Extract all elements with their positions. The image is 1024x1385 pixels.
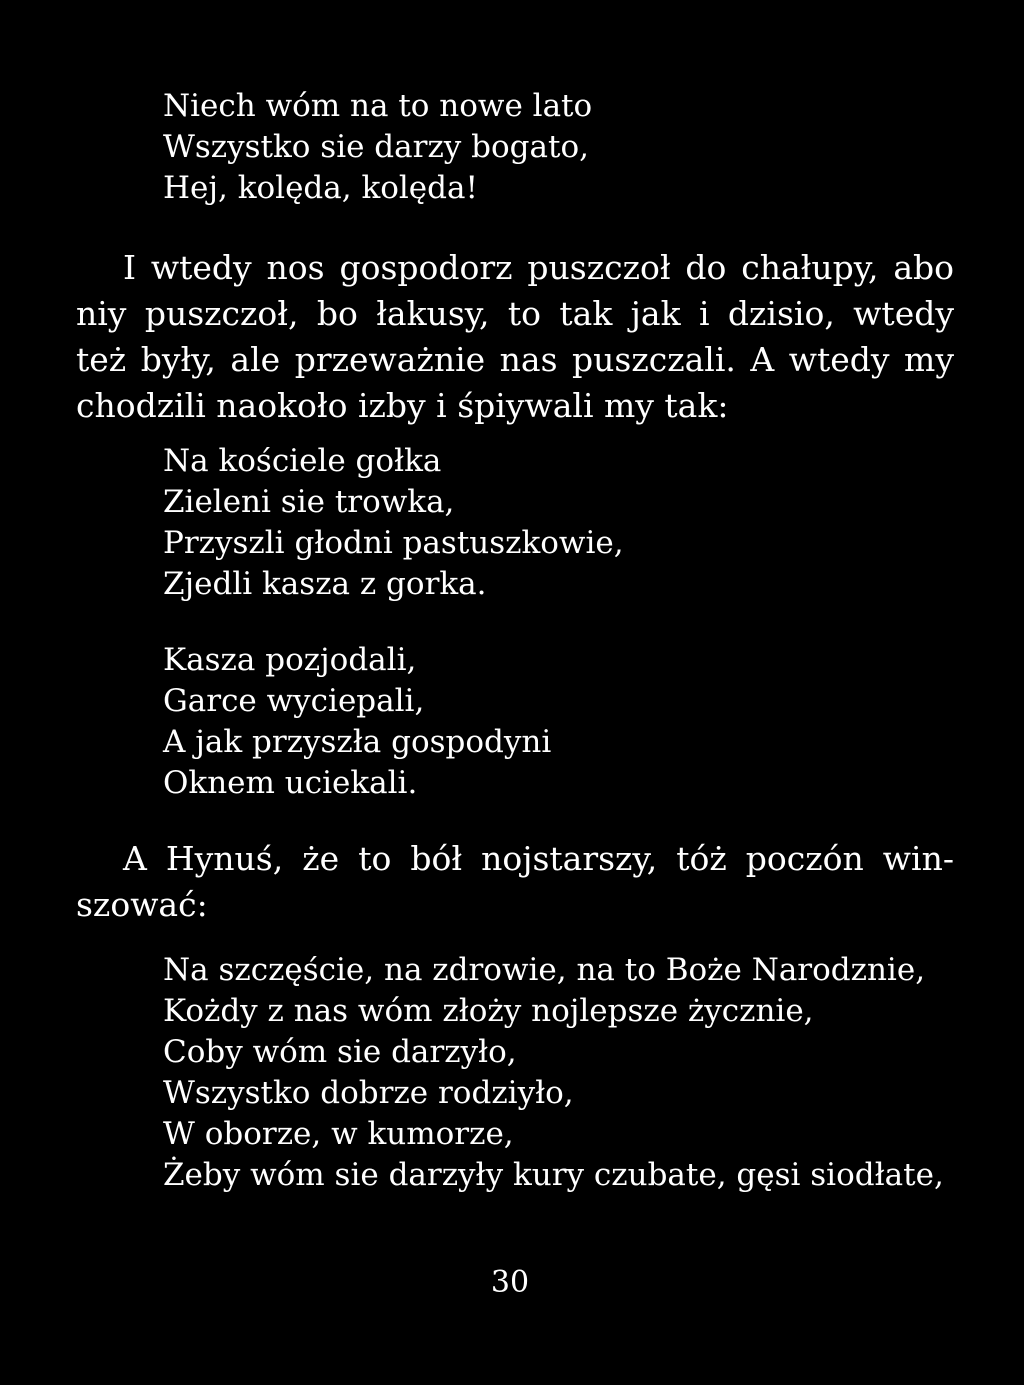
verse-line: Niech wóm na to nowe lato [163, 88, 593, 124]
prose-line: szować: [76, 885, 208, 924]
prose-line: A Hynuś, że to bół nojstarszy, tóż poczón win- [123, 839, 954, 878]
verse-line: Zieleni sie trowka, [163, 484, 455, 520]
carol-stanza-4 [163, 950, 944, 1196]
prose-line: chodzili naokoło izby i śpiywali my tak: [76, 386, 729, 425]
verse-line: Na szczęście, na zdrowie, na to Boże Narodznie, [163, 952, 926, 988]
verse-line: Coby wóm sie darzyło, [163, 1034, 517, 1070]
prose-line: I wtedy nos gospodorz puszczoł do chałupy, abo [123, 248, 954, 287]
prose-line: też były, ale przeważnie nas puszczali. A wtedy my [76, 340, 954, 379]
verse-line: A jak przyszła gospodyni [163, 724, 552, 760]
verse-line: Wszystko sie darzy bogato, [163, 129, 589, 165]
verse-line: Wszystko dobrze rodziyło, [163, 1075, 574, 1111]
carol-stanza-2 [163, 441, 624, 605]
narrative-paragraph-2 [76, 836, 954, 928]
narrative-paragraph-1 [76, 245, 954, 429]
verse-line: Garce wyciepali, [163, 683, 425, 719]
verse-line: Hej, kolęda, kolęda! [163, 170, 478, 206]
verse-line: W oborze, w kumorze, [163, 1116, 514, 1152]
page-number: 30 [490, 1265, 530, 1300]
prose-line: niy puszczoł, bo łakusy, to tak jak i dzisio, wtedy [76, 294, 954, 333]
verse-line: Oknem uciekali. [163, 765, 418, 801]
carol-stanza-1 [163, 86, 592, 209]
verse-line: Przyszli głodni pastuszkowie, [163, 525, 624, 561]
verse-line: Na kościele gołka [163, 443, 442, 479]
carol-stanza-3 [163, 640, 551, 804]
verse-line: Żeby wóm sie darzyły kury czubate, gęsi siodłate, [163, 1157, 944, 1193]
verse-line: Zjedli kasza z gorka. [163, 566, 487, 602]
verse-line: Kożdy z nas wóm złoży nojlepsze życznie, [163, 993, 814, 1029]
verse-line: Kasza pozjodali, [163, 642, 417, 678]
